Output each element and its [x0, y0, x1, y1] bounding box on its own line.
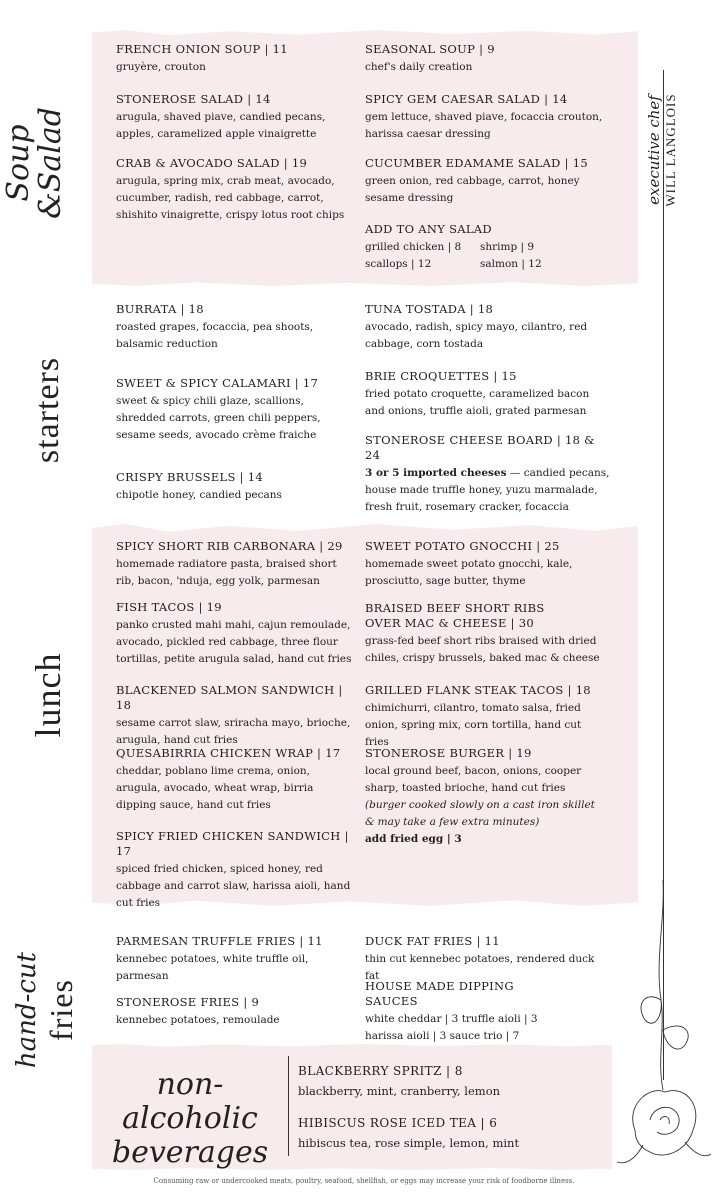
executive-chef-label [645, 75, 705, 225]
item-desc: avocado, radish, spicy mayo, cilantro, red cabbage, corn tostada [365, 321, 588, 350]
item-desc: green onion, red cabbage, carrot, honey sesame dressing [365, 175, 580, 204]
addon-option: grilled chicken | 8 [365, 241, 462, 253]
item-name: DUCK FAT FRIES | 11 [365, 934, 500, 948]
chef-title: executive chef [645, 95, 663, 205]
item-desc: kennebec potatoes, white truffle oil, parmesan [116, 953, 309, 982]
menu-item [116, 470, 356, 504]
menu-item [116, 42, 356, 76]
item-desc: white cheddar | 3 truffle aioli | 3 harissa aioli | 3 sauce trio | 7 [365, 1013, 538, 1042]
menu-item [116, 934, 356, 985]
rose-petal-inner [650, 1107, 679, 1134]
item-desc: sweet & spicy chili glaze, scallions, shredded carrots, green chili peppers, sesame seeds, avocado crème fraiche [116, 395, 321, 441]
menu-item [365, 601, 600, 667]
item-name: FISH TACOS | 19 [116, 600, 222, 614]
item-desc: hibiscus tea, rose simple, lemon, mint [298, 1136, 520, 1150]
beverages-divider [288, 1056, 289, 1156]
menu-item [365, 979, 565, 1045]
item-desc: arugula, spring mix, crab meat, avocado, cucumber, radish, red cabbage, carrot, shishito vinaigrette, crispy lotus root chips [116, 175, 345, 221]
item-desc: gruyère, crouton [116, 61, 206, 73]
item-name: BRAISED BEEF SHORT RIBS OVER MAC & CHEESE | 30 [365, 601, 545, 630]
item-desc: blackberry, mint, cranberry, lemon [298, 1084, 501, 1098]
item-note: (burger cooked slowly on a cast iron skillet & may take a few extra minutes) [365, 799, 595, 828]
item-name: SWEET & SPICY CALAMARI | 17 [116, 376, 319, 390]
fries-label [10, 920, 80, 1100]
menu-item [365, 539, 605, 590]
item-desc: roasted grapes, focaccia, pea shoots, balsamic reduction [116, 321, 314, 350]
item-desc: chimichurri, cilantro, tomato salsa, fried onion, spring mix, corn tortilla, hand cut fries [365, 702, 582, 748]
item-name: SPICY SHORT RIB CARBONARA | 29 [116, 539, 343, 553]
menu-item [116, 539, 356, 590]
item-desc: gem lettuce, shaved piave, focaccia crouton, harissa caesar dressing [365, 111, 603, 140]
menu-item [365, 369, 605, 420]
soup-salad-label [3, 73, 73, 253]
menu-item [365, 42, 605, 76]
item-desc: cheddar, poblano lime crema, onion, arugula, avocado, wheat wrap, birria dipping sauce, hand cut fries [116, 765, 314, 811]
item-name: SEASONAL SOUP | 9 [365, 42, 495, 56]
menu-item [116, 995, 356, 1029]
starters-label: starters [29, 356, 66, 464]
foodborne-illness-disclaimer: Consuming raw or undercooked meats, poultry, seafood, shellfish, or eggs may increase your risk of foodborne illness. [153, 1177, 575, 1185]
item-name: QUESABIRRIA CHICKEN WRAP | 17 [116, 746, 341, 760]
item-name: CUCUMBER EDAMAME SALAD | 15 [365, 156, 589, 170]
item-desc: chef's daily creation [365, 61, 473, 73]
item-name: BLACKENED SALMON SANDWICH | 18 [116, 683, 343, 712]
item-desc: sesame carrot slaw, sriracha mayo, brioche, arugula, hand cut fries [116, 717, 351, 746]
item-name: CRISPY BRUSSELS | 14 [116, 470, 263, 484]
rose-leaf [641, 997, 661, 1023]
cheese-count: 3 or 5 imported cheeses [365, 467, 507, 479]
item-name: STONEROSE CHEESE BOARD | 18 & 24 [365, 433, 595, 462]
addon-option: salmon | 12 [480, 258, 542, 270]
item-desc: fried potato croquette, caramelized bacon and onions, truffle aioli, grated parmesan [365, 388, 590, 417]
cheese-board-desc: — candied pecans, house made truffle honey, yuzu marmalade, fresh fruit, rosemary cracker, focaccia [365, 467, 610, 513]
item-desc: thin cut kennebec potatoes, rendered duck fat [365, 953, 595, 982]
item-desc: kennebec potatoes, remoulade [116, 1014, 280, 1026]
beverage-item [298, 1116, 598, 1152]
rose-drawing [605, 880, 715, 1180]
soup-label: Soup [1, 124, 36, 202]
item-name: BRIE CROQUETTES | 15 [365, 369, 517, 383]
rose-bud [633, 1091, 696, 1155]
rose-stem [659, 880, 663, 1090]
item-name: HOUSE MADE DIPPING SAUCES [365, 979, 514, 1008]
beverages-title [100, 1068, 280, 1170]
rose-sepal-2 [685, 1142, 711, 1156]
item-name: GRILLED FLANK STEAK TACOS | 18 [365, 683, 591, 697]
rose-leaf-2 [663, 1026, 688, 1049]
item-name: CRAB & AVOCADO SALAD | 19 [116, 156, 308, 170]
menu-item [116, 156, 356, 224]
item-desc: homemade radiatore pasta, braised short rib, bacon, 'nduja, egg yolk, parmesan [116, 558, 337, 587]
chef-name: WILL LANGLOIS [663, 93, 678, 207]
item-name: SPICY GEM CAESAR SALAD | 14 [365, 92, 568, 106]
hand-cut-label: hand-cut [12, 951, 42, 1069]
item-desc: panko crusted mahi mahi, cajun remoulade, avocado, pickled red cabbage, three flour tortillas, petite arugula salad, hand cut fries [116, 619, 352, 665]
item-name: PARMESAN TRUFFLE FRIES | 11 [116, 934, 323, 948]
rose-petal-swirl [660, 1117, 669, 1124]
item-name: HIBISCUS ROSE ICED TEA | 6 [298, 1116, 498, 1130]
item-name: STONEROSE FRIES | 9 [116, 995, 260, 1009]
item-name: BURRATA | 18 [116, 302, 204, 316]
item-name: SPICY FRIED CHICKEN SANDWICH | 17 [116, 829, 349, 858]
item-desc: grass-fed beef short ribs braised with dried chiles, crispy brussels, baked mac & cheese [365, 635, 600, 664]
menu-item [116, 376, 356, 444]
beverage-item [298, 1064, 598, 1100]
menu-item [365, 683, 605, 751]
addon-option: shrimp | 9 [480, 241, 535, 253]
item-name: SWEET POTATO GNOCCHI | 25 [365, 539, 560, 553]
item-desc: spiced fried chicken, spiced honey, red cabbage and carrot slaw, harissa aioli, hand cut fries [116, 863, 351, 909]
salad-label: &Salad [33, 107, 68, 219]
menu-item [116, 683, 356, 749]
menu-item [365, 433, 610, 516]
add-to-salad-title: ADD TO ANY SALAD [365, 222, 492, 236]
menu-item [116, 600, 356, 668]
item-desc: homemade sweet potato gnocchi, kale, prosciutto, sage butter, thyme [365, 558, 573, 587]
non-alcoholic-label: non-alcoholic [122, 1067, 258, 1136]
item-desc [365, 465, 610, 516]
add-to-salad [365, 222, 605, 273]
menu-item [365, 934, 610, 985]
menu-item [116, 829, 356, 912]
item-name: STONEROSE SALAD | 14 [116, 92, 271, 106]
rose-sepal [617, 1145, 643, 1163]
menu-item [365, 746, 605, 848]
menu-item [365, 92, 605, 143]
item-name: TUNA TOSTADA | 18 [365, 302, 494, 316]
menu-item [365, 302, 605, 353]
fries-word-label: fries [43, 979, 79, 1041]
menu-item [116, 302, 356, 353]
addon-option: scallops | 12 [365, 258, 432, 270]
menu-item [116, 746, 356, 814]
item-name: BLACKBERRY SPRITZ | 8 [298, 1064, 463, 1078]
item-desc: chipotle honey, candied pecans [116, 489, 282, 501]
item-name: FRENCH ONION SOUP | 11 [116, 42, 288, 56]
item-desc: local ground beef, bacon, onions, cooper sharp, toasted brioche, hand cut fries [365, 765, 582, 794]
item-desc: arugula, shaved piave, candied pecans, apples, caramelized apple vinaigrette [116, 111, 326, 140]
menu-item [116, 92, 356, 143]
lunch-label: lunch [28, 652, 68, 738]
menu-item [365, 156, 605, 207]
beverages-label: beverages [111, 1135, 269, 1170]
item-name: STONEROSE BURGER | 19 [365, 746, 532, 760]
item-addon: add fried egg | 3 [365, 833, 462, 845]
